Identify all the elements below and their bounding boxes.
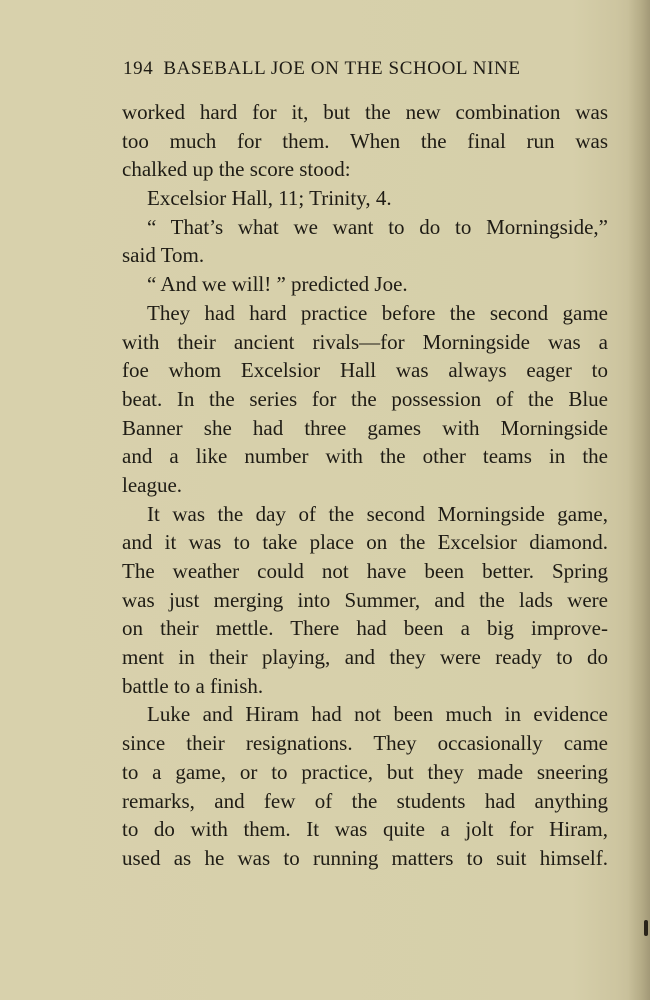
- text-line: They had hard practice before the second game: [147, 300, 608, 325]
- text-line: to a game, or to practice, but they made sneering: [122, 759, 608, 784]
- text-line: battle to a finish.: [122, 673, 264, 698]
- text-line: since their resignations. They occasionally came: [122, 731, 608, 756]
- text-line: The weather could not have been better. Spring: [122, 559, 608, 583]
- text-line: and it was to take place on the Excelsior diamond.: [122, 530, 608, 555]
- text-line: was just merging into Summer, and the lads were: [122, 587, 608, 612]
- text-line: with their ancient rivals—for Morningside was a: [122, 329, 608, 354]
- text-line: foe whom Excelsior Hall was always eager to: [122, 358, 608, 383]
- text-line: Luke and Hiram had not been much in evidence: [147, 702, 608, 727]
- text-line: and a like number with the other teams in the: [122, 444, 608, 469]
- text-line: ment in their playing, and they were ready to do: [122, 645, 608, 670]
- page-number: 194: [123, 58, 154, 79]
- body-text: [122, 98, 608, 873]
- text-line: worked hard for it, but the new combination was: [122, 100, 608, 124]
- page-edge-shadow: [628, 0, 650, 1000]
- text-line: too much for them. When the final run was: [122, 128, 608, 153]
- text-line: “ And we will! ” predicted Joe.: [147, 272, 408, 297]
- text-line: to do with them. It was quite a jolt for Hiram,: [122, 817, 608, 842]
- running-header: [123, 58, 607, 88]
- text-line: remarks, and few of the students had anything: [122, 788, 608, 813]
- text-line: It was the day of the second Morningside game,: [147, 501, 608, 526]
- text-line: said Tom.: [122, 243, 205, 268]
- text-line: “ That’s what we want to do to Morningside,”: [147, 214, 608, 239]
- text-line: league.: [122, 472, 183, 497]
- text-line: used as he was to running matters to suit himself.: [122, 845, 608, 870]
- text-line: chalked up the score stood:: [122, 157, 351, 182]
- text-line: beat. In the series for the possession of the Blue: [122, 386, 608, 411]
- text-line: on their mettle. There had been a big improve-: [122, 616, 608, 641]
- margin-mark: [644, 920, 648, 936]
- running-title: BASEBALL JOE ON THE SCHOOL NINE: [163, 58, 521, 79]
- text-line: Excelsior Hall, 11; Trinity, 4.: [147, 186, 392, 211]
- text-line: Banner she had three games with Morningside: [122, 415, 608, 440]
